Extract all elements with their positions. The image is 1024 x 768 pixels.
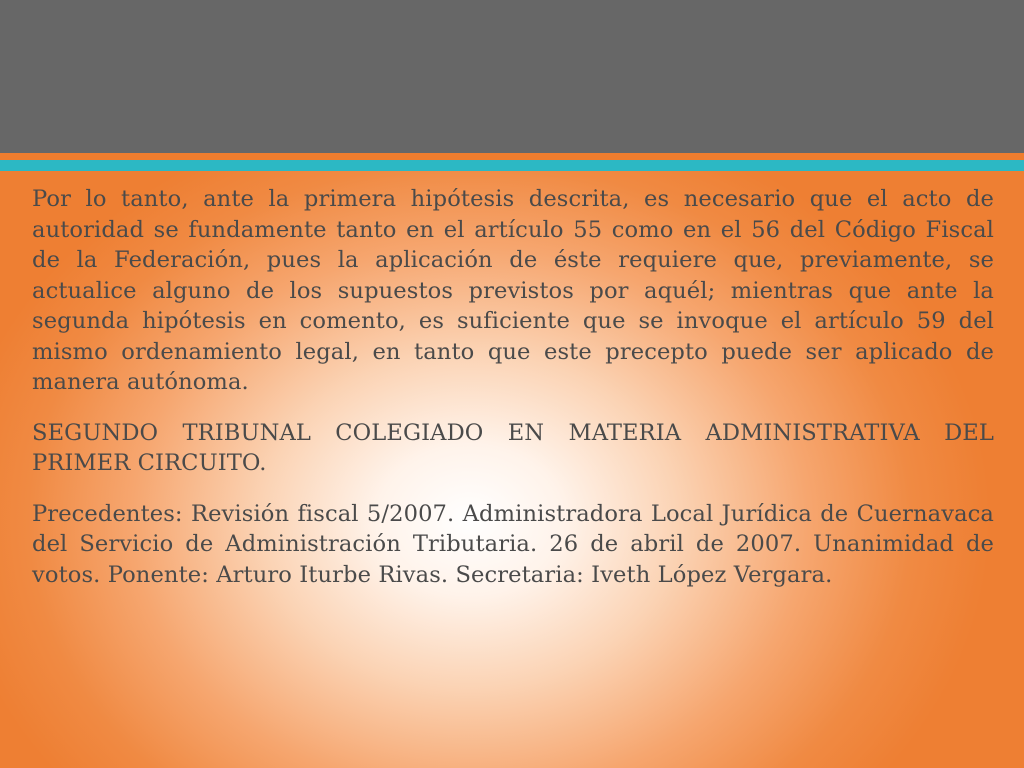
body-paragraph-ruling: Por lo tanto, ante la primera hipótesis descrita, es necesario que el acto de autoridad se fundamente tanto en el artículo 55 como en el 56 del Código Fiscal de la Federación, pues la aplicación de éste requiere que, previamente, se actualice alguno de los supuestos previstos por aquél; mientras que ante la segunda hipótesis en comento, es suficiente que se invoque el artículo 59 del mismo ordenamiento legal, en tanto que este precepto puede ser aplicado de manera autónoma. xyxy=(32,186,994,395)
teal-divider-stripe xyxy=(0,160,1024,171)
slide-body xyxy=(32,184,994,610)
body-paragraph-court: SEGUNDO TRIBUNAL COLEGIADO EN MATERIA ADMINISTRATIVA DEL PRIMER CIRCUITO. xyxy=(32,419,994,476)
header-band xyxy=(0,0,1024,153)
body-paragraph-precedents: Precedentes: Revisión fiscal 5/2007. Administradora Local Jurídica de Cuernavaca del Servicio de Administración Tributaria. 26 de abril de 2007. Unanimidad de votos. Ponente: Arturo Iturbe Rivas. Secretaria: Iveth López Vergara. xyxy=(32,500,994,588)
orange-divider-stripe xyxy=(0,153,1024,160)
